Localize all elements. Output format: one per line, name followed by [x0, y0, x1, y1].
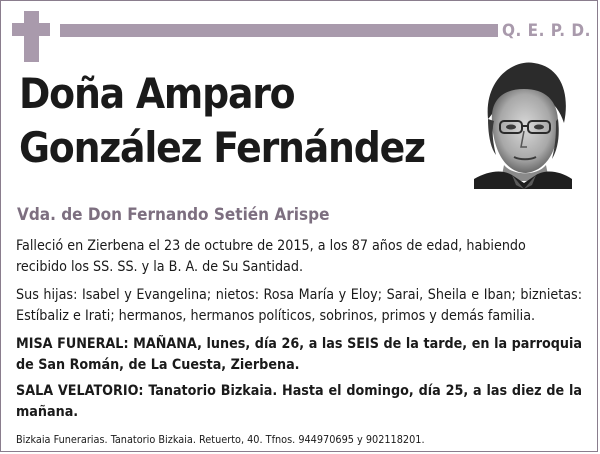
header-rule [60, 24, 498, 37]
family-paragraph [16, 285, 582, 327]
funeral-line: de San Román, de La Cuesta, Zierbena. [16, 357, 300, 373]
funeral-home-footer: Bizkaia Funerarias. Tanatorio Bizkaia. Retuerto, 40. Tfnos. 944970695 y 902118201. [16, 433, 425, 446]
family-line: Sus hijas: Isabel y Evangelina; nietos: Rosa María y Eloy; Sarai, Sheila e Iban; biznietas: [16, 287, 582, 303]
funeral-mass-paragraph [16, 334, 582, 376]
wake-line: SALA VELATORIO: Tanatorio Bizkaia. Hasta el domingo, día 25, a las diez de la [16, 383, 582, 399]
cross-horizontal-bar [12, 23, 50, 36]
family-line: Estíbaliz e Irati; hermanos, hermanos políticos, sobrinos, primos y demás familia. [16, 308, 536, 324]
name-line-2: González Fernández [19, 123, 425, 172]
cross-vertical-bar [24, 11, 39, 62]
death-notice-line: recibido los SS. SS. y la B. A. de Su Santidad. [16, 259, 304, 275]
death-notice-paragraph [16, 236, 582, 278]
qepd-label: Q. E. P. D. [502, 21, 591, 41]
funeral-line: MISA FUNERAL: MAÑANA, lunes, día 26, a las SEIS de la tarde, en la parroquia [16, 336, 582, 352]
wake-paragraph [16, 381, 582, 423]
death-notice-line: Falleció en Zierbena el 23 de octubre de 2015, a los 87 años de edad, habiendo [16, 238, 526, 254]
name-line-1: Doña Amparo [19, 69, 295, 118]
deceased-name [19, 67, 479, 175]
widow-of-line: Vda. de Don Fernando Setién Arispe [17, 205, 330, 225]
portrait-photo [474, 59, 572, 189]
wake-line: mañana. [16, 404, 79, 420]
